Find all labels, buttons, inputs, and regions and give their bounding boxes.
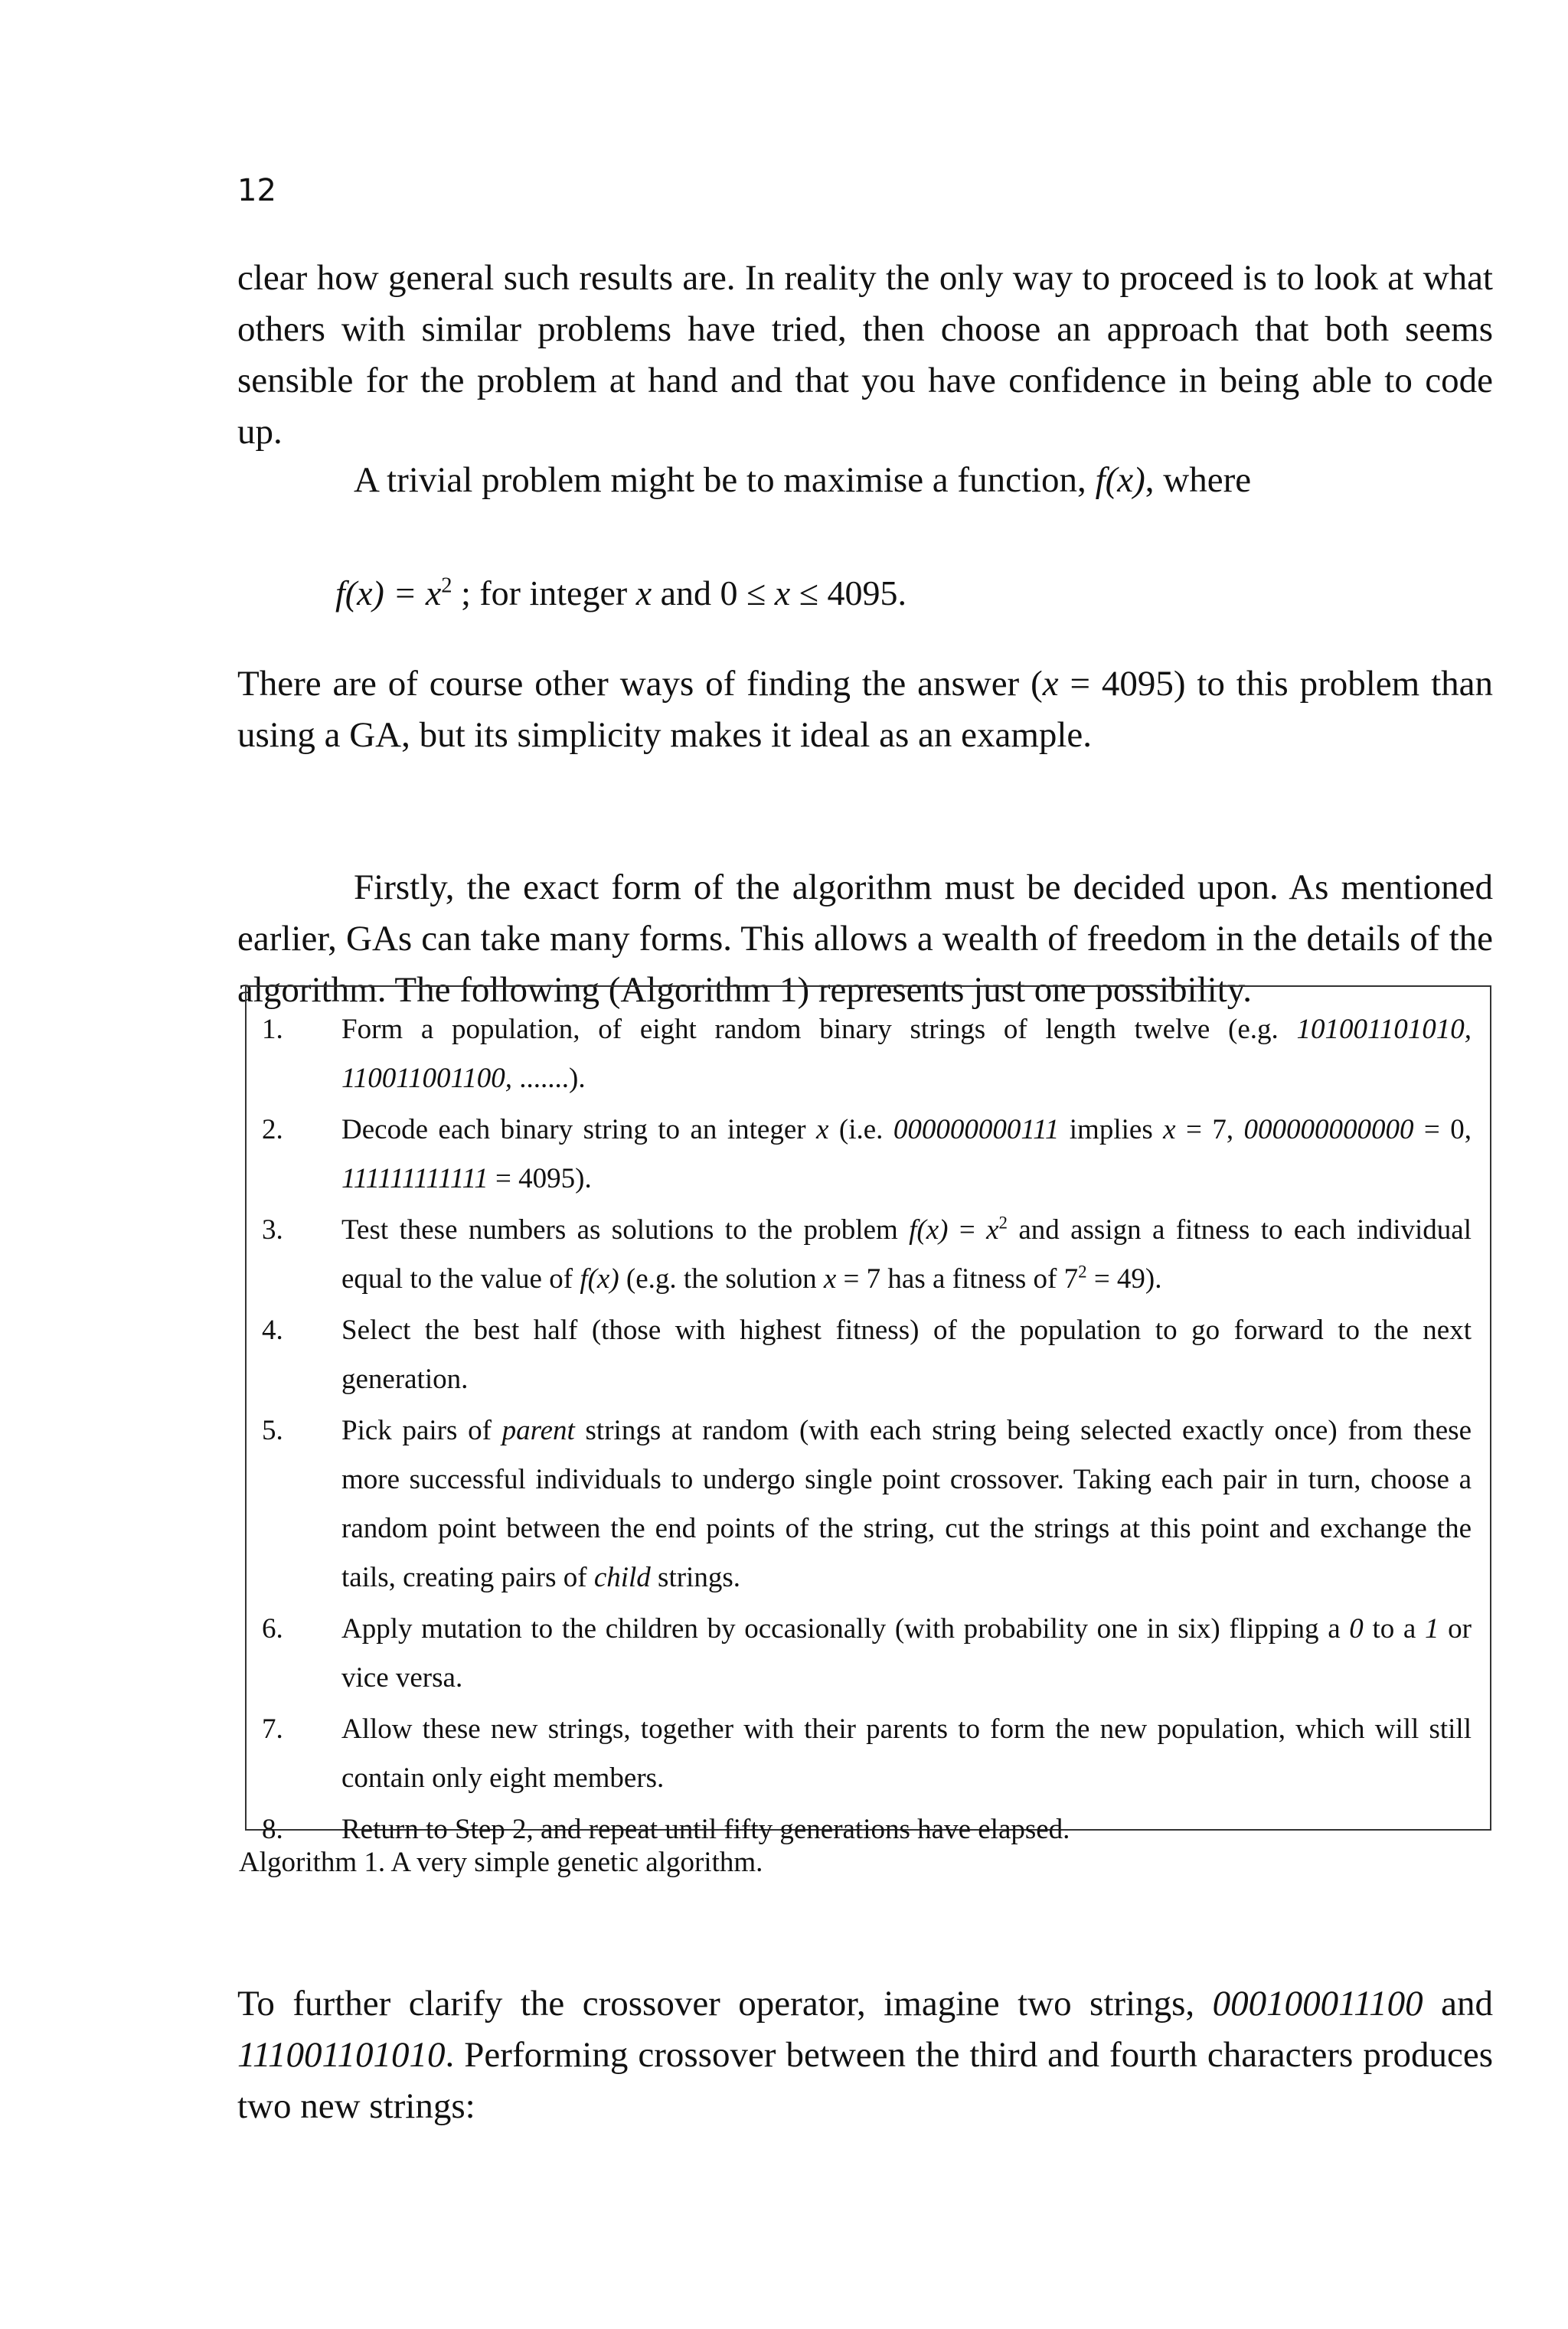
algorithm-step: 5. Pick pairs of parent strings at random (with each string being selected exactly once) from these more successful individuals to undergo single point crossover. Taking each pair in turn, choose a random point between the end points of the string, cut the strings at this point and exchange the tails, creating pairs of child strings. bbox=[262, 1415, 1472, 1593]
equation: $f(x) = x^2$ ; for integer x and 0 ≤ x ≤ 4095. bbox=[335, 573, 906, 612]
paragraph-5: To further clarify the crossover operator, imagine two strings, 000100011100 and 111001101010. Performing crossover between the third and fourth characters produces two new strings: bbox=[237, 1984, 1493, 2126]
paragraph-2: A trivial problem might be to maximise a function, f(x), where bbox=[354, 460, 1252, 500]
page-number: 12 bbox=[237, 173, 276, 208]
algorithm-step: 8. Return to Step 2, and repeat until fifty generations have elapsed. bbox=[262, 1814, 1070, 1845]
paragraph-4: Firstly, the exact form of the algorithm must be decided upon. As mentioned earlier, GAs can take many forms. This allows a wealth of freedom in the details of the algorithm. The following (Algorithm 1) represents just one possibility. bbox=[237, 867, 1493, 1010]
algorithm-step: 1. Form a population, of eight random binary strings of length twelve (e.g. 101001101010, 110011001100, .......). bbox=[262, 1014, 1472, 1094]
algorithm-step: 6. Apply mutation to the children by occasionally (with probability one in six) flipping a 0 to a 1 or vice versa. bbox=[262, 1613, 1472, 1694]
algorithm-caption: Algorithm 1. A very simple genetic algorithm. bbox=[239, 1847, 763, 1878]
paragraph-1: clear how general such results are. In reality the only way to proceed is to look at what others with similar problems have tried, then choose an approach that both seems sensible for the problem at hand and that you have confidence in being able to code up. bbox=[237, 258, 1493, 452]
algorithm-step: 4. Select the best half (those with highest fitness) of the population to go forward to the next generation. bbox=[262, 1315, 1472, 1395]
algorithm-step: 3. Test these numbers as solutions to the problem $f(x) = x^2$ and assign a fitness to each individual equal to the value of f(x) (e.g. the solution x = 7 has a fitness of $7^2 = 49$). bbox=[262, 1213, 1472, 1295]
algorithm-step: 7. Allow these new strings, together with their parents to form the new population, which will still contain only eight members. bbox=[262, 1713, 1472, 1794]
algorithm-step: 2. Decode each binary string to an integer x (i.e. 000000000111 implies x = 7, 000000000000 = 0, 111111111111 = 4095). bbox=[262, 1114, 1472, 1194]
algorithm-box bbox=[245, 985, 1491, 1845]
algorithm-steps bbox=[262, 1005, 1472, 1857]
paragraph-3: There are of course other ways of finding the answer (x = 4095) to this problem than using a GA, but its simplicity makes it ideal as an example. bbox=[237, 664, 1493, 755]
